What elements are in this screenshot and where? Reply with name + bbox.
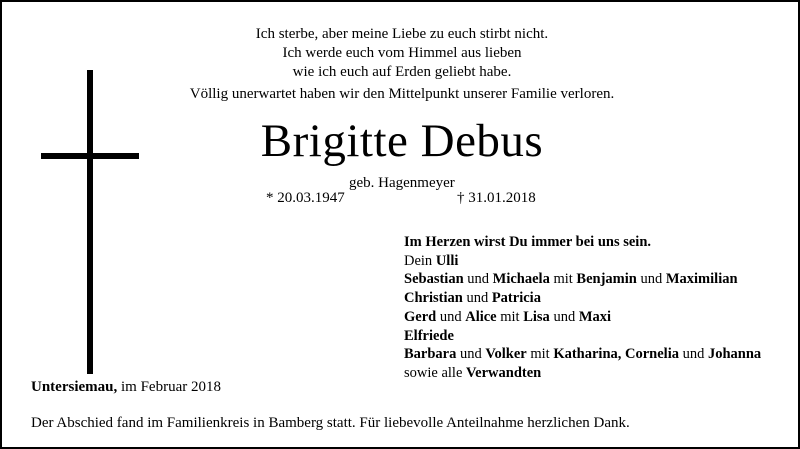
- maiden-name: geb. Hagenmeyer: [349, 175, 455, 191]
- death-date: † 31.01.2018: [457, 190, 536, 206]
- poem: [2, 25, 800, 82]
- intro-text: Völlig unerwartet haben wir den Mittelpunkt unserer Familie verloren.: [189, 86, 615, 102]
- family-line: Gerd und Alice mit Lisa und Maxi: [404, 308, 612, 325]
- birth-date: * 20.03.1947: [266, 190, 345, 206]
- deceased-name: Brigitte Debus: [260, 115, 544, 167]
- family-signature: [404, 233, 761, 383]
- family-line: Christian und Patricia: [404, 290, 541, 307]
- poem-line: wie ich euch auf Erden geliebt habe.: [292, 64, 512, 80]
- family-line: Barbara und Volker mit Katharina, Cornelia und Johanna: [404, 346, 762, 363]
- family-line: Dein Ulli: [404, 252, 459, 269]
- family-line: Sebastian und Michaela mit Benjamin und Maximilian: [404, 271, 738, 288]
- family-motto: Im Herzen wirst Du immer bei uns sein.: [404, 234, 652, 250]
- poem-line: Ich werde euch vom Himmel aus lieben: [282, 45, 522, 61]
- poem-line: Ich sterbe, aber meine Liebe zu euch stirbt nicht.: [255, 26, 549, 42]
- thanks-text: Der Abschied fand im Familienkreis in Bamberg statt. Für liebevolle Anteilnahme herzlichen Dank.: [31, 415, 630, 431]
- place-date: Untersiemau, im Februar 2018: [31, 379, 221, 395]
- family-line: Elfriede: [404, 327, 454, 344]
- family-line: sowie alle Verwandten: [404, 364, 542, 381]
